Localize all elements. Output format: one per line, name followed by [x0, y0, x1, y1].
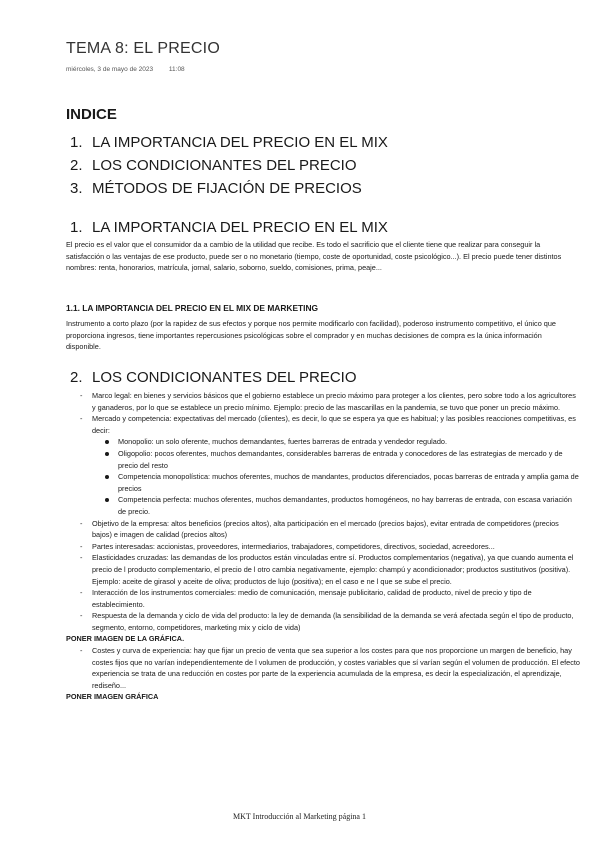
section1-paragraph: El precio es el valor que el consumidor da a cambio de la utilidad que recibe. Es todo el sacrificio que el cliente tiene que realizar para conseguir la satisfacción o las ventajas de ese producto, puede ser o no monetario (tiempo, coste de oportunidad, coste psicológico...). El precio puede tener distintos nombres: renta, honorarios, matrícula, jornal, salario, soborno, sueldo, comisiones, prima, peaje...	[66, 240, 562, 273]
toc-item	[70, 154, 388, 177]
section1-heading	[70, 219, 388, 236]
toc-item	[70, 131, 388, 154]
toc-item	[70, 177, 388, 200]
page-date	[66, 66, 185, 73]
toc-label: LA IMPORTANCIA DEL PRECIO EN EL MIX	[92, 134, 388, 151]
list-item	[66, 413, 580, 517]
section-number: 1.	[70, 219, 83, 236]
toc-number: 2.	[70, 157, 83, 174]
image-note: PONER IMAGEN DE LA GRÁFICA.	[66, 634, 185, 644]
page-footer: MKT Introducción al Marketing página 1	[233, 812, 366, 821]
toc-label: MÉTODOS DE FIJACIÓN DE PRECIOS	[92, 180, 362, 197]
list-item: - Costes y curva de experiencia: hay que fijar un precio de venta que sea superior a los costes para que nos proporcione un margen de beneficio, hay costes fijos que no varían independientemente de l volumen de producción, y costes variables que sí varían según el volumen de producción. El efecto experiencia se trata de una reducción en costes por parte de la experiencia acumulada de la empresa, es decir la especialización, el aprendizaje, rediseño...	[66, 645, 580, 691]
list-item: - Respuesta de la demanda y ciclo de vida del producto: la ley de demanda (la sensibilidad de la demanda se verá afectada según el tipo de producto, segmento, entorno, competidores, marketing mix y ciclo de vida)	[66, 610, 580, 633]
date-text: miércoles, 3 de mayo de 2023	[66, 66, 154, 73]
list-item: Competencia perfecta: muchos oferentes, muchos demandantes, productos homogéneos, no hay barreras de entrada, con escasa variación de precio.	[92, 494, 580, 517]
indice-heading: INDICE	[66, 106, 117, 123]
table-of-contents	[70, 131, 388, 200]
section1-1-heading: 1.1. LA IMPORTANCIA DEL PRECIO EN EL MIX DE MARKETING	[66, 303, 319, 313]
list-item: - Marco legal: en bienes y servicios básicos que el gobierno establece un precio máximo para proteger a los clientes, pero sobre todo a los agricultores y ganaderos, por lo que se establece un precio mínimo. Ejemplo: precio de las mascarillas en la pandemia, se tuvo que poner un precio máximo.	[66, 390, 580, 413]
toc-number: 1.	[70, 134, 83, 151]
section-number: 2.	[70, 369, 83, 386]
list-item: Monopolio: un solo oferente, muchos demandantes, fuertes barreras de entrada y vendedor regulado.	[92, 436, 580, 448]
list-item-text: Mercado y competencia: expectativas del mercado (clientes), es decir, lo que se espera ya que es habitual; y las posibles reacciones competitivas, es decir:	[92, 414, 576, 435]
list-item: - Partes interesadas: accionistas, proveedores, intermediarios, trabajadores, competidores, directivos, sociedad, acreedores...	[66, 541, 580, 553]
section-title: LOS CONDICIONANTES DEL PRECIO	[92, 369, 357, 386]
section2-heading	[70, 369, 357, 386]
list-item: Competencia monopolística: muchos oferentes, muchos de mandantes, productos diferenciados, pocas barreras de entrada y amplia gama de precios	[92, 471, 580, 494]
time-text: 11:08	[168, 66, 185, 73]
list-item: Oligopolio: pocos oferentes, muchos demandantes, considerables barreras de entrada y conocedores de las estrategias de mercado y de precio del resto	[92, 448, 580, 471]
page-title: TEMA 8: EL PRECIO	[66, 40, 220, 57]
image-note: PONER IMAGEN GRÁFICA	[66, 692, 159, 702]
section1-1-paragraph: Instrumento a corto plazo (por la rapidez de sus efectos y porque nos permite modificarlo con facilidad), poderoso instrumento competitivo, el único que proporciona ingresos, tiene importantes repercusiones psicológicas sobre el comprador y en muchas decisiones de compra es la única información disponible.	[66, 319, 556, 352]
list-item: - Objetivo de la empresa: altos beneficios (precios altos), alta participación en el mercado (precios bajos), evitar entrada de competidores (precios bajos) e imagen de calidad (precios altos)	[66, 518, 580, 541]
section-title: LA IMPORTANCIA DEL PRECIO EN EL MIX	[92, 219, 388, 236]
competition-list	[92, 436, 580, 517]
toc-number: 3.	[70, 180, 83, 197]
toc-label: LOS CONDICIONANTES DEL PRECIO	[92, 157, 357, 174]
list-item: - Elasticidades cruzadas: las demandas de los productos están vinculadas entre sí. Productos complementarios (negativa), ya que cuando aumenta el precio de l producto complementario, el precio de l otro cambia negativamente, ejemplo: champú y acondicionador; productos sustitutivos (positiva). Ejemplo: aceite de girasol y aceite de oliva; productos de lujo (positiva); en el caso e ne l que se sube el precio.	[66, 552, 580, 587]
conditions-list	[66, 390, 580, 703]
list-item: - Interacción de los instrumentos comerciales: medio de comunicación, mensaje publicitario, calidad de producto, nivel de precio y tipo de establecimiento.	[66, 587, 580, 610]
